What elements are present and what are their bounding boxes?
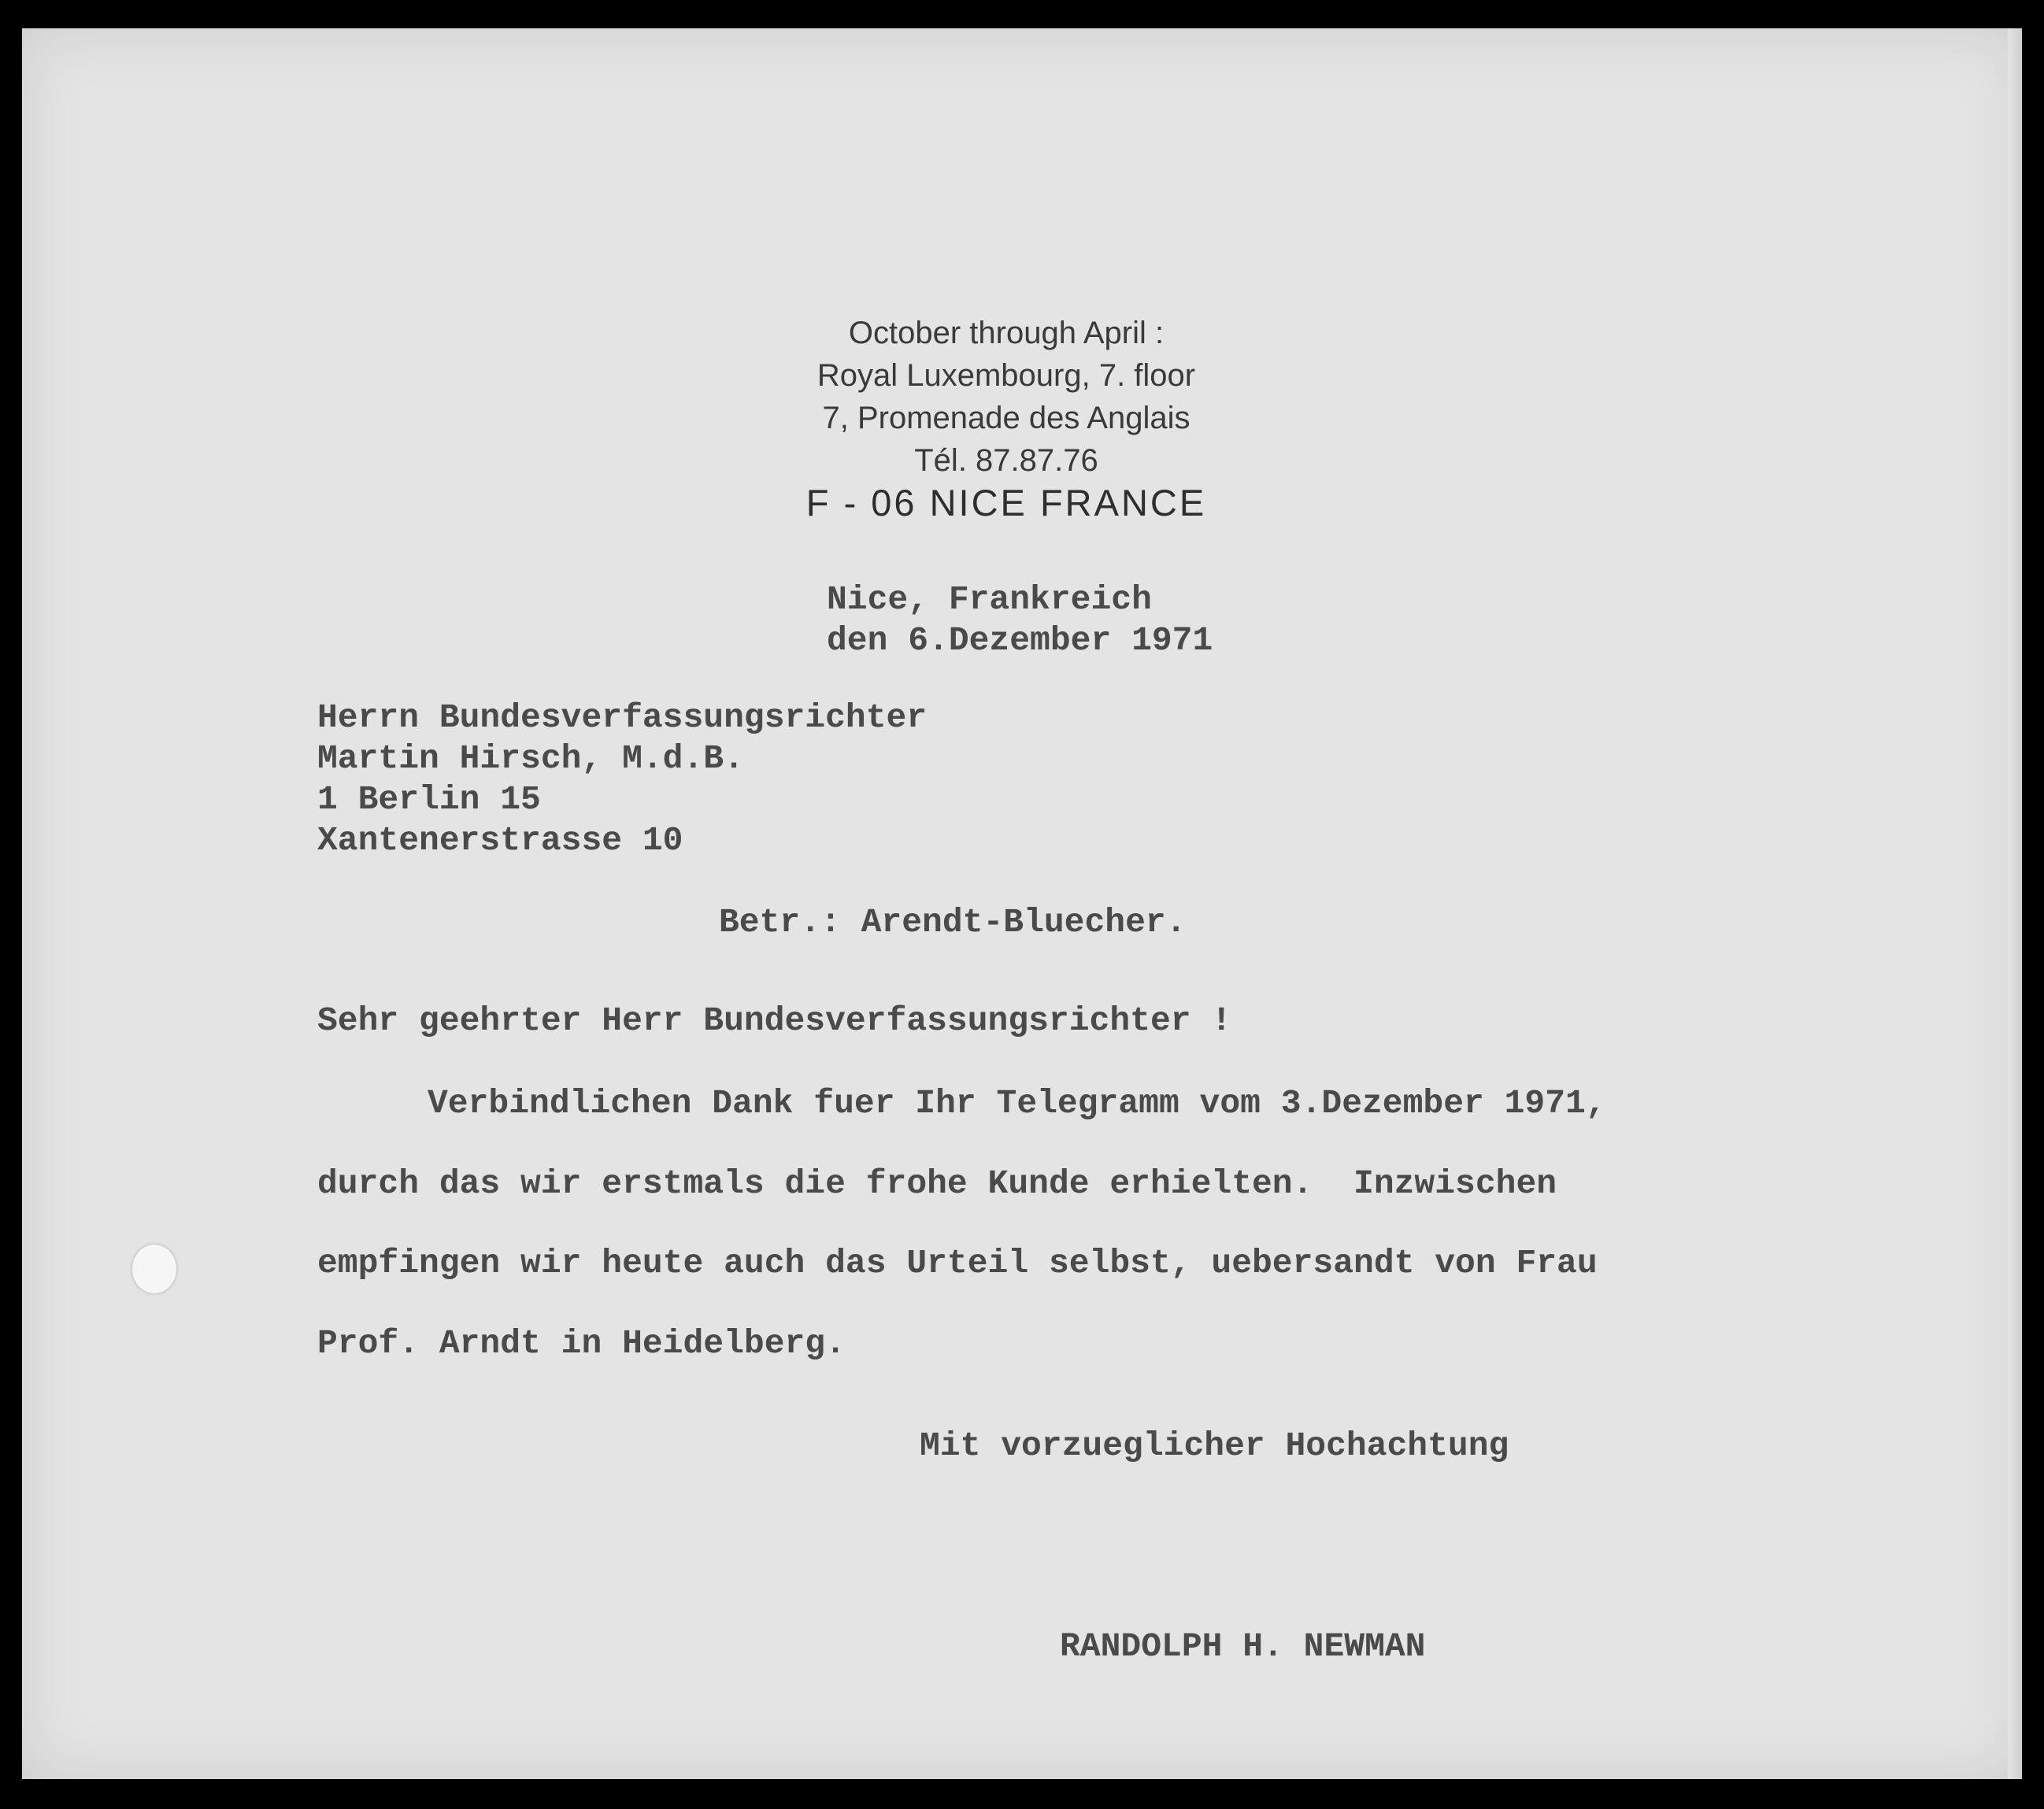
body-line-3: empfingen wir heute auch das Urteil selbst, uebersandt von Frau: [317, 1244, 1598, 1282]
letterhead-building: Royal Luxembourg, 7. floor: [816, 358, 1196, 393]
letterhead-phone: Tél. 87.87.76: [914, 443, 1098, 478]
body-line-2: durch das wir erstmals die frohe Kunde erhielten. Inzwischen: [317, 1164, 1557, 1203]
subject-line: Betr.: Arendt-Bluecher.: [719, 903, 1187, 941]
body-line-4: Prof. Arndt in Heidelberg.: [317, 1324, 846, 1363]
recipient-city: 1 Berlin 15: [317, 780, 541, 819]
letterhead-city: F - 06 NICE FRANCE: [805, 482, 1207, 523]
punch-hole: [132, 1245, 176, 1293]
letterhead-season: October through April :: [848, 316, 1165, 350]
letterhead: [746, 312, 1266, 524]
place-and-date: [827, 579, 1213, 661]
recipient-title: Herrn Bundesverfassungsrichter: [317, 698, 928, 737]
letterhead-street: 7, Promenade des Anglais: [822, 401, 1190, 435]
date: den 6.Dezember 1971: [827, 621, 1213, 660]
signature: RANDOLPH H. NEWMAN: [1060, 1627, 1426, 1666]
recipient-street: Xantenerstrasse 10: [317, 821, 683, 860]
recipient-name: Martin Hirsch, M.d.B.: [317, 739, 744, 778]
recipient-address: [317, 697, 927, 861]
salutation: Sehr geehrter Herr Bundesverfassungsrichter !: [317, 1001, 1232, 1040]
paper-edge: [2008, 28, 2022, 1779]
closing: Mit vorzueglicher Hochachtung: [920, 1426, 1509, 1465]
body-line-1: Verbindlichen Dank fuer Ihr Telegramm vom 3.Dezember 1971,: [428, 1084, 1606, 1123]
letter-sheet: [22, 28, 2022, 1779]
place: Nice, Frankreich: [827, 580, 1152, 619]
